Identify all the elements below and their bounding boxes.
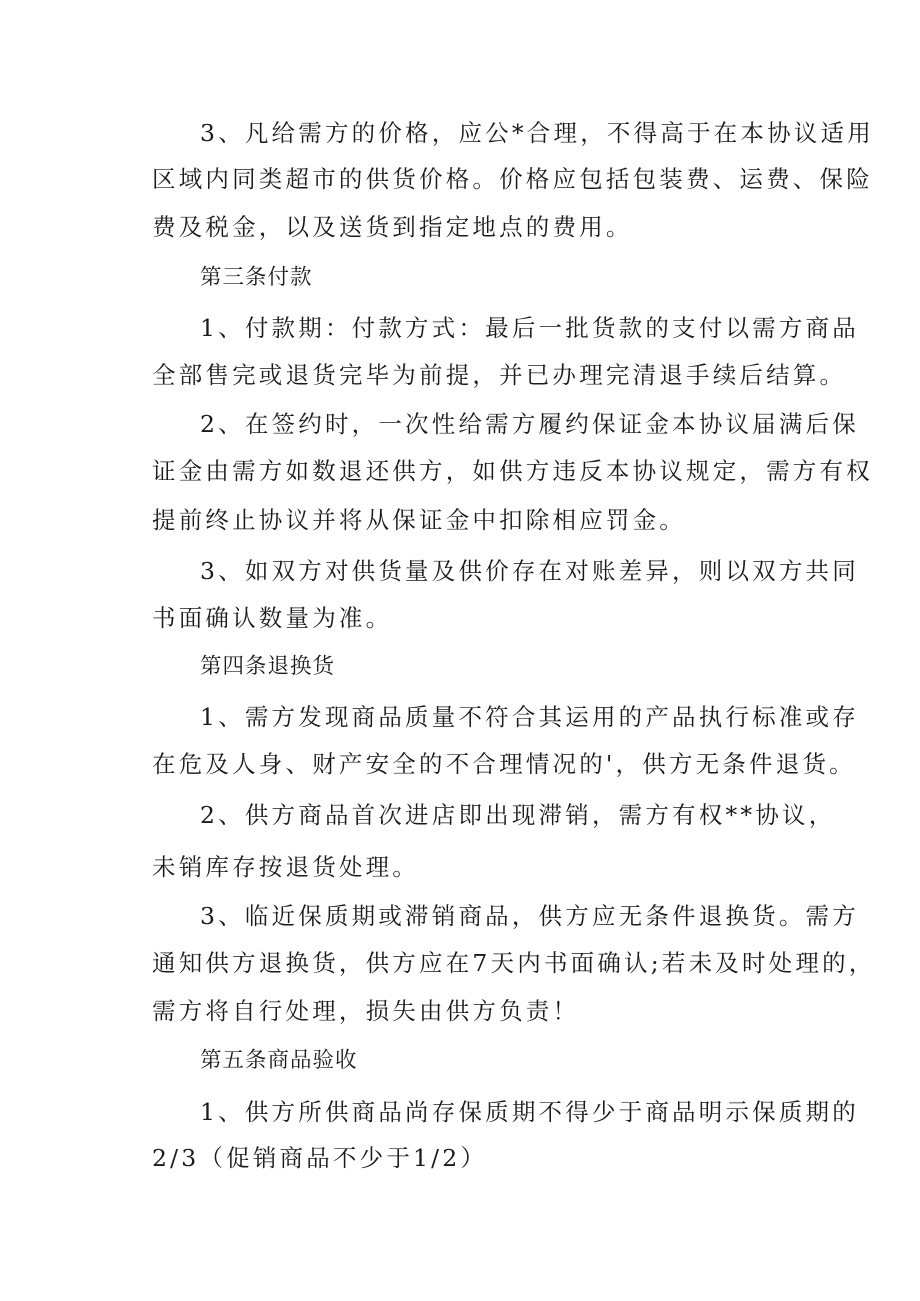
section-heading-inspection: 第五条商品验收 [200,1048,358,1073]
text-line: 全部售完或退货完毕为前提，并已办理完清退手续后结算。 [152,361,847,389]
text-line: 在危及人身、财产安全的不合理情况的'，供方无条件退货。 [152,750,856,778]
text-line: 提前终止协议并将从保证金中扣除相应罚金。 [152,506,686,534]
text-line: 2、供方商品首次进店即出现滞销，需方有权**协议， [200,801,836,829]
text-line: 3、如双方对供货量及供价存在对账差异，则以双方共同 [200,557,859,585]
section-heading-payment: 第三条付款 [200,265,313,290]
text-line: 3、临近保质期或滞销商品，供方应无条件退换货。需方 [200,902,859,930]
text-line: 证金由需方如数退还供方，如供方违反本协议规定，需方有权 [152,457,873,485]
section-heading-returns: 第四条退换货 [200,654,336,679]
text-line: 3、凡给需方的价格，应公*合理，不得高于在本协议适用 [200,119,874,147]
text-line: 1、需方发现商品质量不符合其运用的产品执行标准或存 [200,703,859,731]
text-line: 2、在签约时，一次性给需方履约保证金本协议届满后保 [200,410,859,438]
text-line: 1、供方所供商品尚存保质期不得少于商品明示保质期的 [200,1098,859,1126]
text-line: 2/3（促销商品不少于1/2） [152,1144,488,1172]
text-line: 通知供方退换货，供方应在7天内书面确认;若未及时处理的， [152,949,876,977]
text-line: 费及税金，以及送货到指定地点的费用。 [152,213,633,241]
text-line: 1、付款期：付款方式：最后一批货款的支付以需方商品 [200,314,859,342]
text-line: 需方将自行处理，损失由供方负责！ [152,997,580,1025]
text-line: 书面确认数量为准。 [152,604,393,632]
text-line: 未销库存按退货处理。 [152,853,419,881]
text-line: 区域内同类超市的供货价格。价格应包括包装费、运费、保险 [152,165,873,193]
